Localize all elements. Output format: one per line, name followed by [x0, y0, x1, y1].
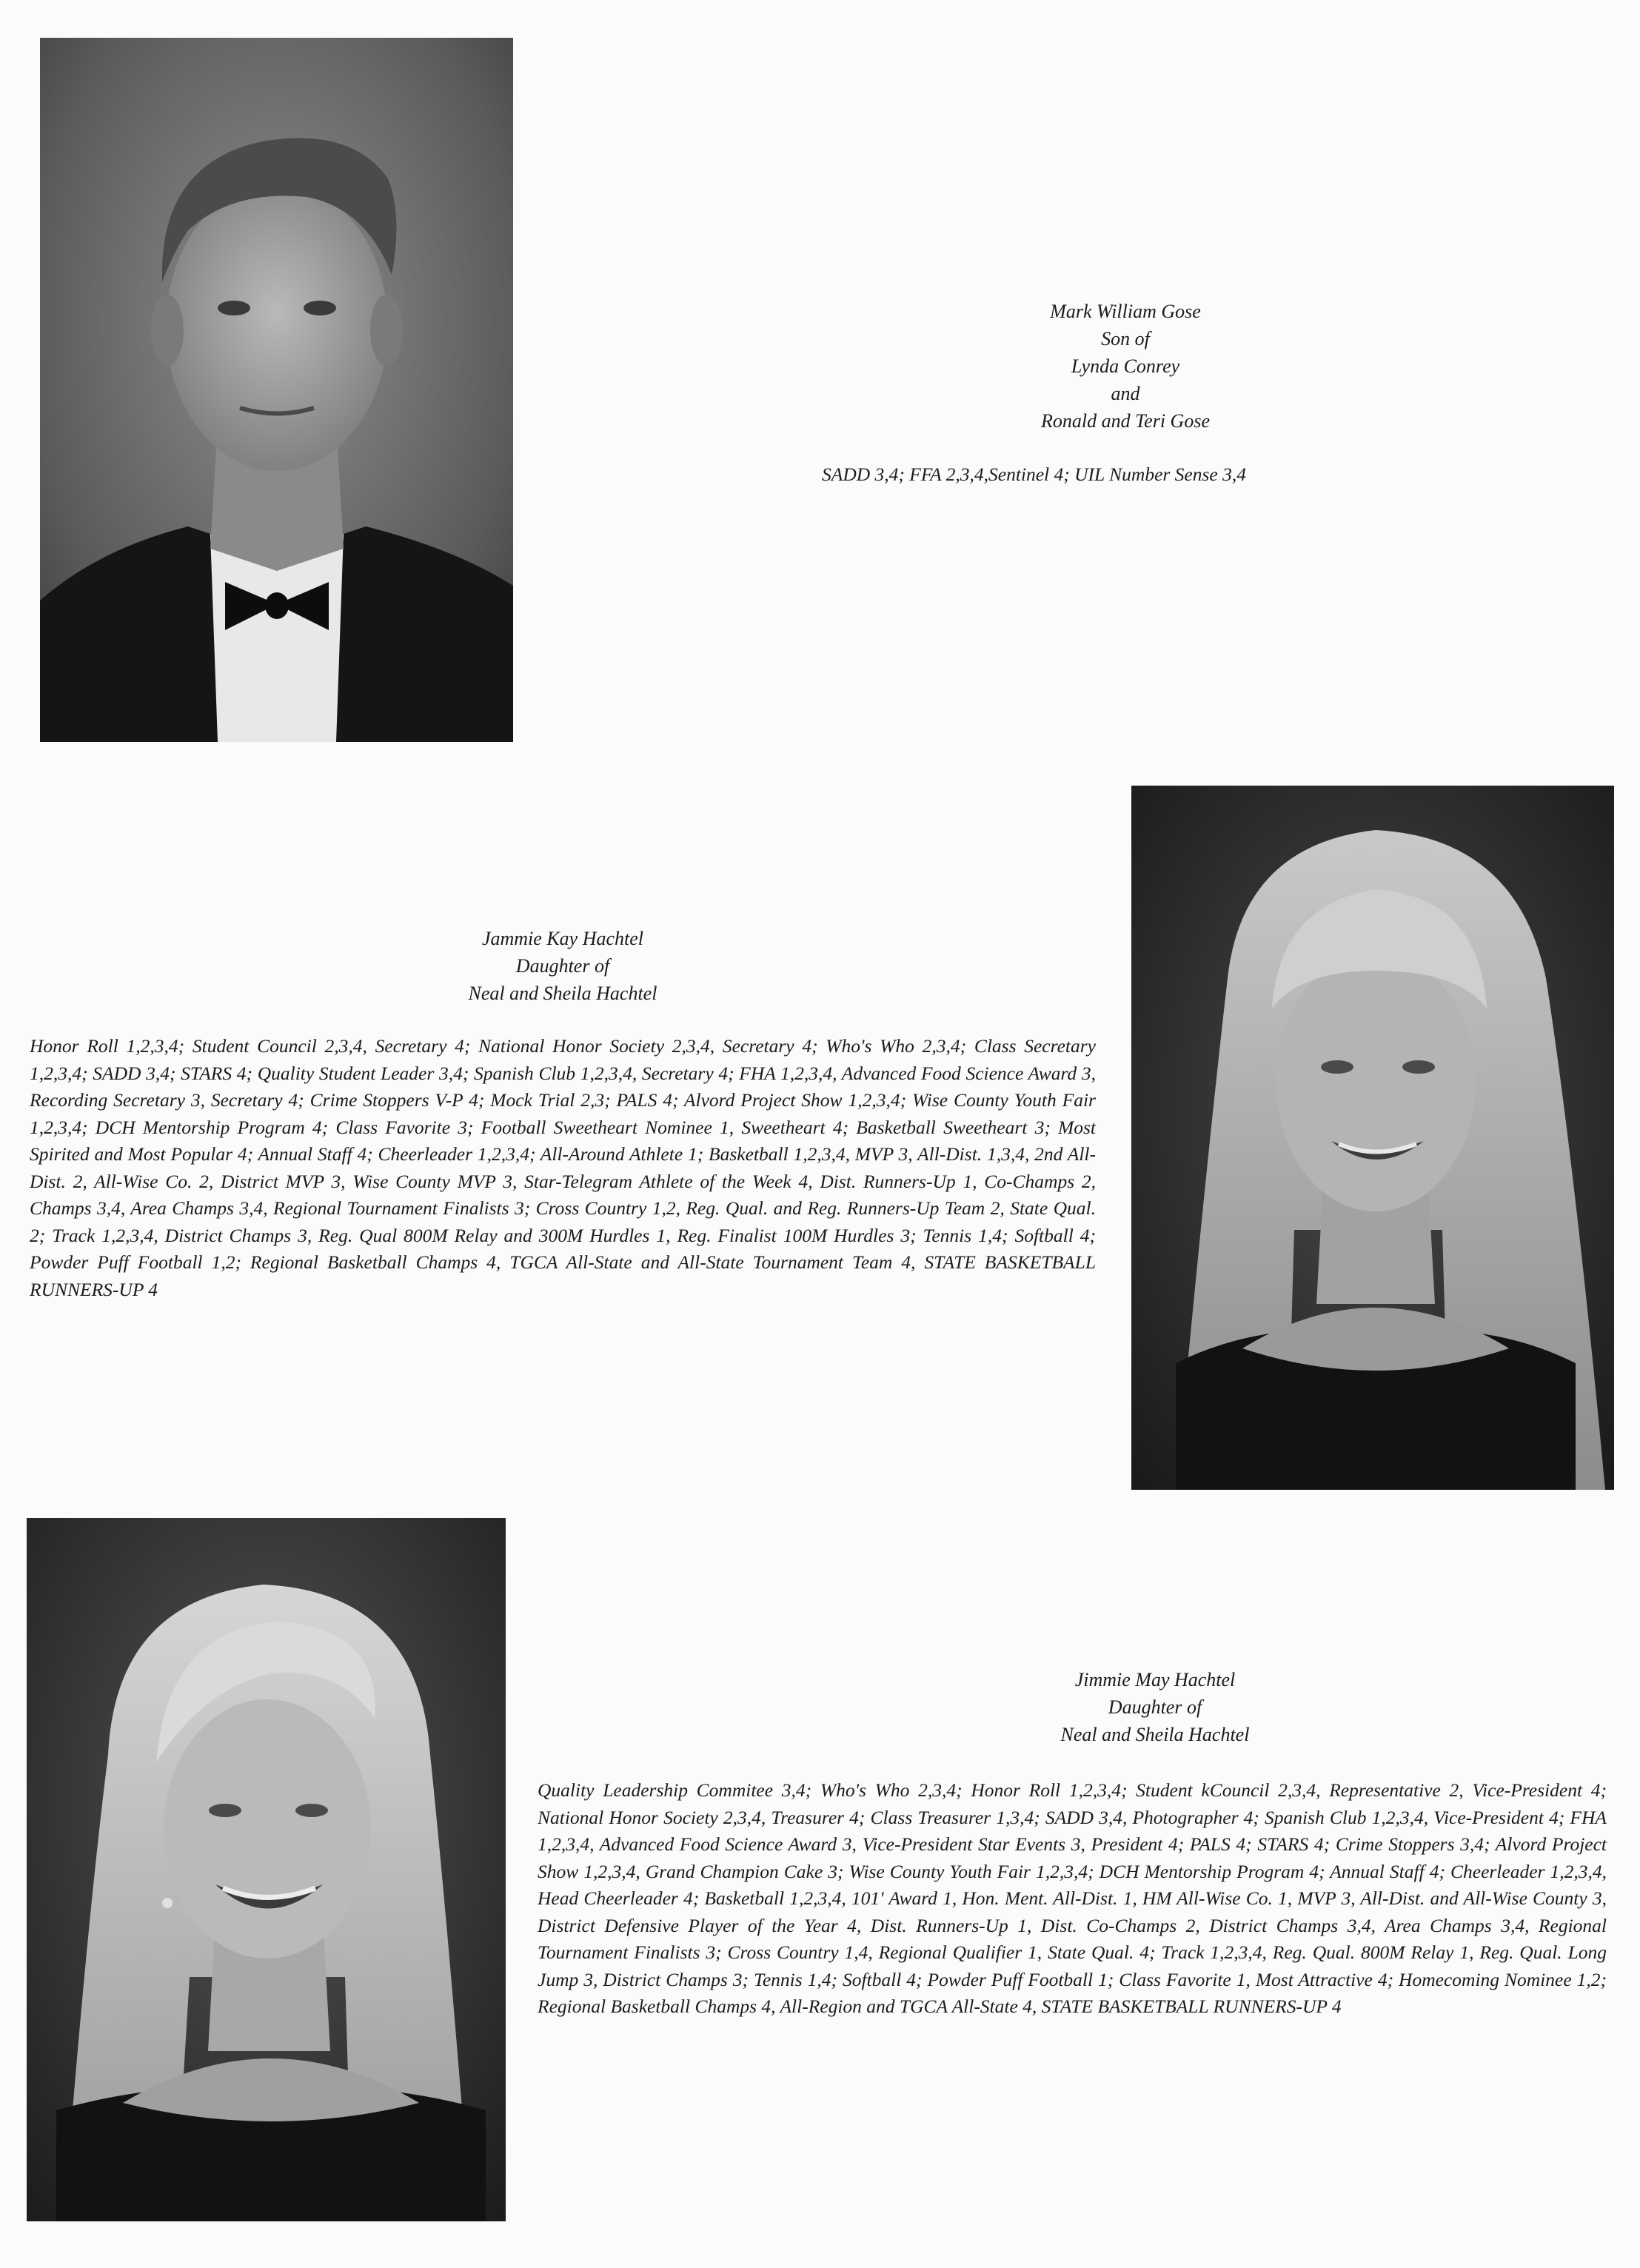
parent-name: Lynda Conrey [1071, 355, 1180, 377]
student-header-jimmie-hachtel [918, 1666, 1392, 1748]
student-activities-mark-gose: SADD 3,4; FFA 2,3,4,Sentinel 4; UIL Number Sense 3,4 [822, 464, 1246, 485]
student-activities-jimmie-hachtel: Quality Leadership Commitee 3,4; Who's Who 2,3,4; Honor Roll 1,2,3,4; Student kCouncil 2,3,4, Representative 2, Vice-President 4; National Honor Society 2,3,4, Treasurer 4; Class Treasurer 1,3,4; SADD 3,4, Photographer 4; Spanish Club 1,2,3,4, Vice-President 4; FHA 1,2,3,4, Advanced Food Science Award 3, Vice-President Star Events 3, President 4; PALS 4; STARS 4; Crime Stoppers 3,4; Alvord Project Show 1,2,3,4, Grand Champion Cake 3; Wise County Youth Fair 1,2,3,4; DCH Mentorship Program 4; Annual Staff 4; Cheerleader 1,2,3,4, Head Cheerleader 4; Basketball 1,2,3,4, 101' Award 1, Hon. Ment. All-Dist. 1, HM All-Wise Co. 1, MVP 3, All-Dist. and All-Wise County 3, District Defensive Player of the Year 4, Dist. Runners-Up 1, Dist. Co-Champs 2, District Champs 3,4, Area Champs 3,4, Regional Tournament Finalists 3; Cross Country 1,4, Regional Qualifier 1, State Qual. 4; Track 1,2,3,4, Reg. Qual. 800M Relay 1, Reg. Qual. Long Jump 3, District Champs 3; Tennis 1,4; Softball 4; Powder Puff Football 1; Class Favorite 1, Most Attractive 4; Homecoming Nominee 1,2; Regional Basketball Champs 4, All-Region and TGCA All-State 4, STATE BASKETBALL RUNNERS-UP 4 [538, 1779, 1607, 2017]
student-header-jammie-hachtel [326, 925, 800, 1007]
parent-name: Neal and Sheila Hachtel [468, 983, 657, 1004]
parent-name: Neal and Sheila Hachtel [1060, 1724, 1250, 1745]
student-name: Jimmie May Hachtel [1074, 1669, 1236, 1690]
portrait-photo-jammie-hachtel [1131, 786, 1614, 1490]
student-relation: Daughter of [515, 955, 610, 977]
student-name: Jammie Kay Hachtel [481, 928, 644, 949]
portrait-image [27, 1518, 506, 2221]
student-name: Mark William Gose [1050, 301, 1201, 322]
portrait-photo-mark-gose [40, 38, 513, 742]
portrait-photo-jimmie-hachtel [27, 1518, 506, 2221]
parent-name: Ronald and Teri Gose [1041, 410, 1210, 432]
portrait-image [40, 38, 513, 742]
student-relation: Son of [1101, 328, 1150, 349]
portrait-image [1131, 786, 1614, 1490]
student-activities-jammie-hachtel: Honor Roll 1,2,3,4; Student Council 2,3,4, Secretary 4; National Honor Society 2,3,4, Secretary 4; Who's Who 2,3,4; Class Secretary 1,2,3,4; SADD 3,4; STARS 4; Quality Student Leader 3,4; Spanish Club 1,2,3,4, Secretary 4; FHA 1,2,3,4, Advanced Food Science Award 3, Recording Secretary 3, Secretary 4; Crime Stoppers V-P 4; Mock Trial 2,3; PALS 4; Alvord Project Show 1,2,3,4; Wise County Youth Fair 1,2,3,4; DCH Mentorship Program 4; Class Favorite 3; Football Sweetheart Nominee 1, Sweetheart 4; Basketball Sweetheart 3; Most Spirited and Most Popular 4; Annual Staff 4; Cheerleader 1,2,3,4; All-Around Athlete 1; Basketball 1,2,3,4, MVP 3, All-Dist. 1,3,4, 2nd All-Dist. 2, All-Wise Co. 2, District MVP 3, Wise County MVP 3, Star-Telegram Athlete of the Week 4, Dist. Runners-Up 1, Co-Champs 2, Champs 3,4, Area Champs 3,4, Regional Tournament Finalists 3; Cross Country 1,2, Reg. Qual. and Reg. Runners-Up Team 2, State Qual. 2; Track 1,2,3,4, District Champs 3, Reg. Qual 800M Relay and 300M Hurdles 1, Reg. Finalist 100M Hurdles 3; Tennis 1,4; Softball 4; Powder Puff Football 1,2; Regional Basketball Champs 4, TGCA All-State and All-State Tournament Team 4, STATE BASKETBALL RUNNERS-UP 4 [30, 1035, 1096, 1300]
parents-joiner: and [1111, 383, 1140, 404]
student-header-mark-gose [888, 298, 1362, 435]
student-relation: Daughter of [1108, 1696, 1202, 1718]
